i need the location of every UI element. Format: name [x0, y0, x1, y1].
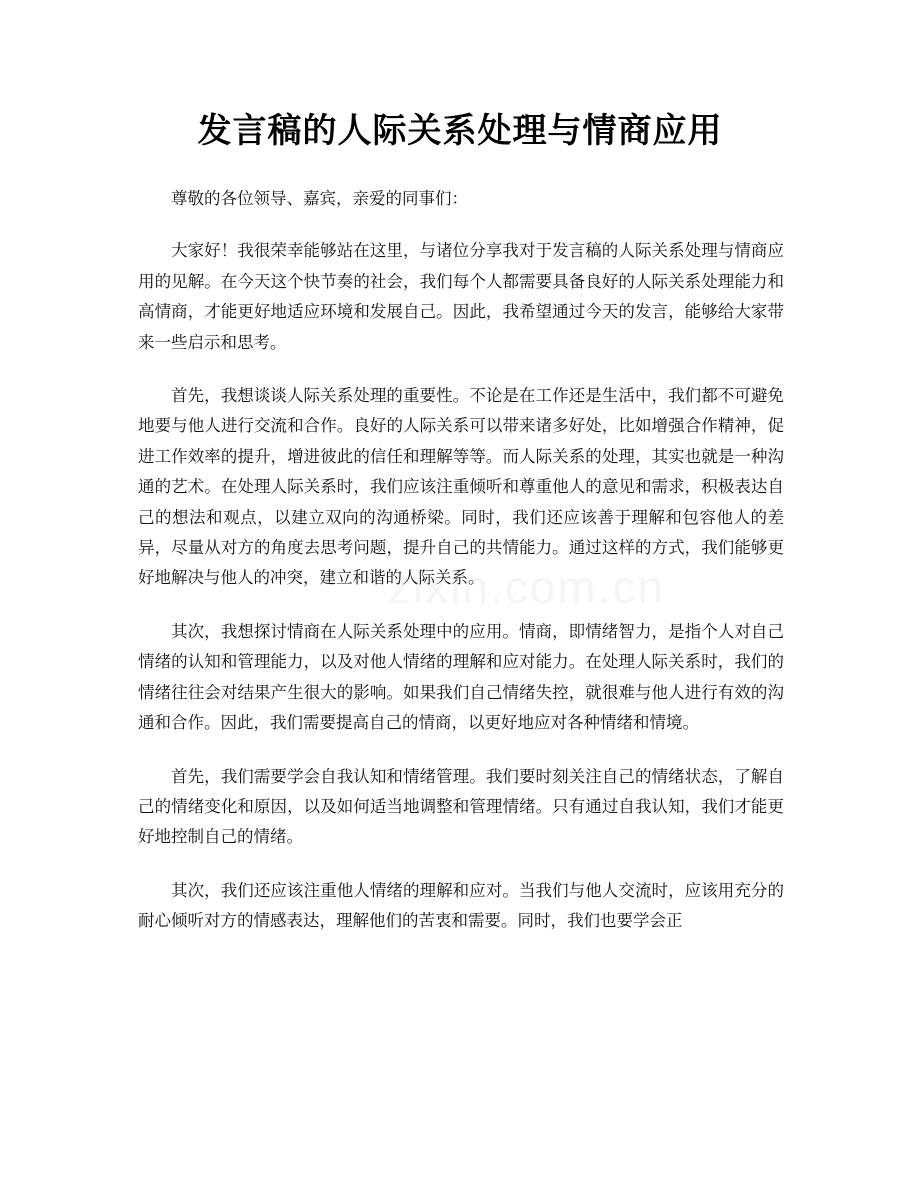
greeting-paragraph: 尊敬的各位领导、嘉宾，亲爱的同事们：	[171, 189, 468, 208]
document-title: 发言稿的人际关系处理与情商应用	[197, 111, 723, 151]
document-body	[138, 184, 784, 960]
paragraph-3: 其次，我想探讨情商在人际关系处理中的应用。情商，即情绪智力，是指个人对自己情绪的认知和管理能力，以及对他人情绪的理解和应对能力。在处理人际关系时，我们的情绪往往会对结果产生很大的影响。如果我们自己情绪失控，就很难与他人进行有效的沟通和合作。因此，我们需要提高自己的情商，以更好地应对各种情绪和情境。	[138, 621, 784, 733]
paragraph-1: 大家好！我很荣幸能够站在这里，与诸位分享我对于发言稿的人际关系处理与情商应用的见解。在今天这个快节奏的社会，我们每个人都需要具备良好的人际关系处理能力和高情商，才能更好地适应环境和发展自己。因此，我希望通过今天的发言，能够给大家带来一些启示和思考。	[138, 241, 784, 352]
paragraph-5: 其次，我们还应该注重他人情绪的理解和应对。当我们与他人交流时，应该用充分的耐心倾听对方的情感表达，理解他们的苦衷和需要。同时，我们也要学会正	[138, 880, 784, 931]
watermark: zixin.com.cn	[388, 561, 666, 613]
paragraph-4: 首先，我们需要学会自我认知和情绪管理。我们要时刻关注自己的情绪状态，了解自己的情绪变化和原因，以及如何适当地调整和管理情绪。只有通过自我认知，我们才能更好地控制自己的情绪。	[138, 766, 784, 847]
paragraph-2: 首先，我想谈谈人际关系处理的重要性。不论是在工作还是生活中，我们都不可避免地要与他人进行交流和合作。良好的人际关系可以带来诸多好处，比如增强合作精神，促进工作效率的提升，增进彼此的信任和理解等等。而人际关系的处理，其实也就是一种沟通的艺术。在处理人际关系时，我们应该注重倾听和尊重他人的意见和需求，积极表达自己的想法和观点，以建立双向的沟通桥梁。同时，我们还应该善于理解和包容他人的差异，尽量从对方的角度去思考问题，提升自己的共情能力。通过这样的方式，我们能够更好地解决与他人的冲突，建立和谐的人际关系。	[138, 386, 784, 588]
